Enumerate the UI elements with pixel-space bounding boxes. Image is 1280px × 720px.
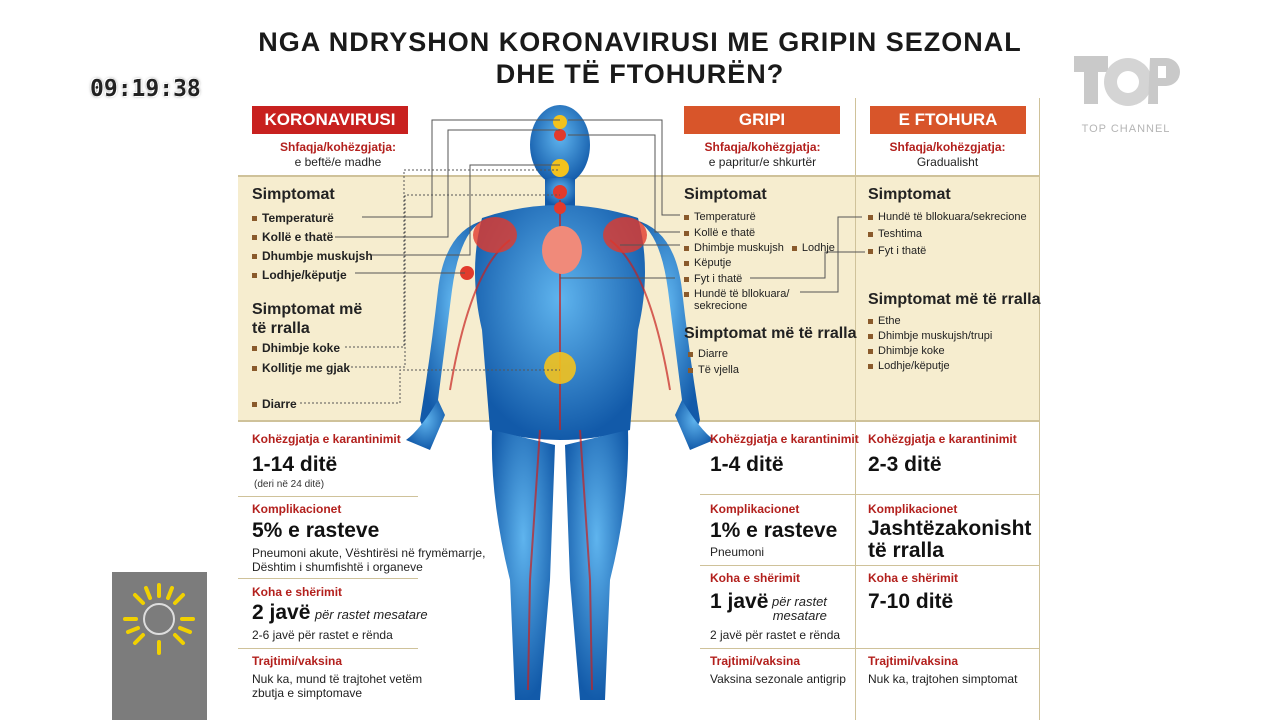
ftohura-symptom: Fyt i thatë <box>868 245 926 257</box>
e-ftohura-header: E FTOHURA <box>870 106 1026 134</box>
ftohura-rare-title: Simptomat më të rralla <box>868 291 1041 308</box>
gripi-symptom: Këputje <box>684 257 731 269</box>
ftohura-complications-value: Jashtëzakonisht të rralla <box>868 517 1032 562</box>
gripi-rare-title: Simptomat më të rralla <box>684 325 857 342</box>
ftohura-treatment-desc: Nuk ka, trajtohen simptomat <box>868 672 1018 686</box>
gripi-onset-label: Shfaqja/kohëzgjatja: <box>704 140 821 154</box>
gripi-quarantine-value: 1-4 ditë <box>710 453 784 476</box>
ftohura-quarantine-value: 2-3 ditë <box>868 453 942 476</box>
koro-symptoms-title: Simptomat <box>252 186 335 203</box>
koro-quarantine-note: (deri në 24 ditë) <box>254 479 325 490</box>
koro-symptom: Lodhje/këputje <box>252 268 347 282</box>
top-channel-logo-text: TOP CHANNEL <box>1081 123 1171 135</box>
koro-treatment-desc: Nuk ka, mund të trajtohet vetëm zbutja e simptomave <box>252 672 423 700</box>
gripi-header: GRIPI <box>684 106 840 134</box>
ftohura-rare-symptom: Dhimbje muskujsh/trupi <box>868 330 992 342</box>
gripi-recovery-note: 2 javë për rastet e rënda <box>710 628 841 642</box>
koro-recovery-label: Koha e shërimit <box>252 585 343 599</box>
gripi-symptom: Kollë e thatë <box>684 227 755 239</box>
infographic-title-line2: DHE TË FTOHURËN? <box>495 59 785 89</box>
gripi-complications-label: Komplikacionet <box>710 502 800 516</box>
ftohura-rare-symptom: Ethe <box>868 315 901 327</box>
ftohura-recovery-label: Koha e shërimit <box>868 571 959 585</box>
koro-complications-label: Komplikacionet <box>252 502 342 516</box>
koro-symptom: Kollë e thatë <box>252 230 333 244</box>
koro-recovery-note: 2-6 javë për rastet e rënda <box>252 628 393 642</box>
broadcast-clock: 09:19:38 <box>90 76 201 102</box>
koro-complications-desc: Pneumoni akute, Vështirësi në frymëmarrje, Dështim i shumfishtë i organeve <box>252 546 486 574</box>
koro-symptom: Temperaturë <box>252 211 334 225</box>
koro-rare-symptom: Dhimbje koke <box>252 341 340 355</box>
gripi-rare-symptom: Diarre <box>688 348 728 360</box>
gripi-symptom: Hundë të bllokuara/ <box>684 288 789 300</box>
koro-recovery-value: 2 javë për rastet mesatare <box>252 601 428 624</box>
koro-symptom: Dhumbje muskujsh <box>252 249 373 263</box>
gripi-symptom: Dhimbje muskujsh Lodhje <box>684 242 835 254</box>
gripi-recovery-suffix: për rastet mesatare <box>772 594 827 623</box>
gripi-onset-value: e papritur/e shkurtër <box>708 155 817 169</box>
infographic-title-line1: NGA NDRYSHON KORONAVIRUSI ME GRIPIN SEZONAL <box>258 27 1022 57</box>
ftohura-onset-label: Shfaqja/kohëzgjatja: <box>889 140 1006 154</box>
ftohura-quarantine-label: Kohëzgjatja e karantinimit <box>868 432 1017 446</box>
koro-onset-value: e beftë/e madhe <box>294 155 382 169</box>
ftohura-recovery-value: 7-10 ditë <box>868 590 954 613</box>
gripi-recovery-value: 1 javë <box>710 590 769 613</box>
gripi-complications-value: 1% e rasteve <box>710 519 838 542</box>
koronavirusi-header: KORONAVIRUSI <box>252 106 408 134</box>
gripi-symptoms-title: Simptomat <box>684 186 767 203</box>
gripi-symptom-continued: sekrecione <box>694 300 748 312</box>
gripi-treatment-desc: Vaksina sezonale antigrip <box>710 672 846 686</box>
koro-rare-symptom: Diarre <box>252 397 297 411</box>
gripi-complications-desc: Pneumoni <box>710 545 765 559</box>
ftohura-rare-symptom: Lodhje/këputje <box>868 360 950 372</box>
ftohura-onset-value: Gradualisht <box>916 155 979 169</box>
koro-quarantine-value: 1-14 ditë <box>252 453 338 476</box>
gripi-quarantine-label: Kohëzgjatja e karantinimit <box>710 432 859 446</box>
ftohura-rare-symptom: Dhimbje koke <box>868 345 945 357</box>
gripi-treatment-label: Trajtimi/vaksina <box>710 654 801 668</box>
gripi-symptom: Temperaturë <box>684 211 756 223</box>
gripi-recovery-label: Koha e shërimit <box>710 571 801 585</box>
koro-treatment-label: Trajtimi/vaksina <box>252 654 343 668</box>
ftohura-symptom: Hundë të bllokuara/sekrecione <box>868 211 1027 223</box>
ftohura-symptom: Teshtima <box>868 228 922 240</box>
gripi-symptom: Fyt i thatë <box>684 273 742 285</box>
ftohura-treatment-label: Trajtimi/vaksina <box>868 654 959 668</box>
koro-rare-title: Simptomat më të rralla <box>252 301 363 337</box>
koro-rare-symptom: Kollitje me gjak <box>252 361 350 375</box>
gripi-rare-symptom: Të vjella <box>688 364 739 376</box>
ftohura-symptoms-title: Simptomat <box>868 186 951 203</box>
koro-onset-label: Shfaqja/kohëzgjatja: <box>279 140 397 154</box>
ftohura-complications-label: Komplikacionet <box>868 502 958 516</box>
koro-quarantine-label: Kohëzgjatja e karantinimit <box>252 432 401 446</box>
koro-complications-value: 5% e rasteve <box>252 519 380 542</box>
